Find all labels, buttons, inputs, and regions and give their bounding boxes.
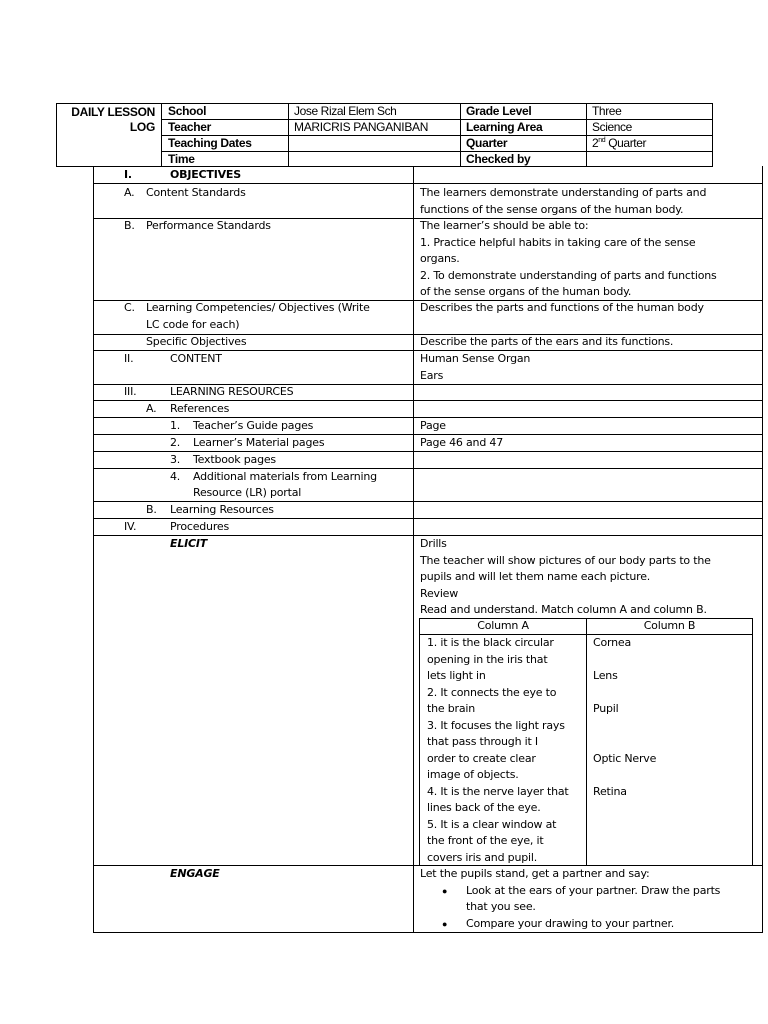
engage-label: ENGAGE [170,867,220,880]
col-a-line8: order to create clear [427,751,536,765]
quarter-label: Quarter [466,136,508,150]
ref-item-3-num: 3. [170,453,181,466]
col-b-item-2: Lens [593,669,618,682]
col-a-line1: 1. it is the black circular [427,636,554,649]
performance-line5: of the sense organs of the human body. [420,285,632,298]
teacher-label: Teacher [168,120,212,134]
learning-area-label: Learning Area [466,120,543,134]
grade-level-value: Three [592,104,622,118]
ref-item-1-label: Teacher’s Guide pages [193,419,314,432]
bullet-icon: ● [442,885,448,896]
column-a-header: Column A [477,619,529,632]
ref-item-2-label: Learner’s Material pages [193,436,325,449]
objectives-label: OBJECTIVES [170,168,241,181]
ref-item-4-num: 4. [170,469,181,483]
quarter-value [592,136,646,151]
checked-by-label: Checked by [466,152,531,166]
content-standards-line1: The learners demonstrate understanding of parts and [420,186,707,199]
procedures-label: Procedures [170,520,229,533]
performance-line1: The learner’s should be able to: [420,219,589,232]
col-a-line14: covers iris and pupil. [427,850,538,864]
dll-title-line1: DAILY LESSON [71,105,155,119]
competencies-label-line2: LC code for each) [146,317,240,331]
engage-bullet-1-line2: that you see. [466,900,536,913]
col-b-item-3: Pupil [593,702,619,715]
content-line2: Ears [420,368,444,382]
content-label: CONTENT [170,352,222,365]
ref-item-1-num: 1. [170,419,181,432]
col-a-line12: 5. It is a clear window at [427,817,557,831]
ref-item-4-label-line2: Resource (LR) portal [193,486,302,499]
quarter-word: Quarter [605,136,647,150]
ref-item-2-num: 2. [170,436,181,449]
col-a-line6: 3. It focuses the light rays [427,718,565,732]
content-num: II. [124,352,134,365]
performance-standards-label: Performance Standards [146,219,271,232]
competencies-label-line1: Learning Competencies/ Objectives (Write [146,301,370,314]
col-a-line2: opening in the iris that [427,652,548,666]
quarter-number: 2 [592,136,599,150]
ref-item-4-label-line1: Additional materials from Learning [193,469,377,483]
ref-item-3-label: Textbook pages [193,453,276,466]
elicit-line4: Review [420,586,459,600]
learning-resources-label: Learning Resources [170,503,274,516]
learning-area-value: Science [592,120,632,134]
engage-bullet-2-line1: Compare your drawing to your partner. [466,916,675,930]
resources-label: LEARNING RESOURCES [170,385,294,398]
specific-objectives-value: Describe the parts of the ears and its functions. [420,335,674,348]
col-b-item-1: Cornea [593,636,632,649]
resources-num: III. [124,385,137,398]
col-a-line3: lets light in [427,669,486,682]
grade-level-label: Grade Level [466,104,532,118]
elicit-line2: The teacher will show pictures of our body parts to the [420,553,711,567]
column-b-header: Column B [643,619,696,632]
performance-standards-num: B. [124,219,135,232]
content-line1: Human Sense Organ [420,352,531,365]
dll-title-line2: LOG [129,120,155,134]
teaching-dates-label: Teaching Dates [168,136,252,150]
competencies-value: Describes the parts and functions of the human body [420,301,704,314]
performance-line3: organs. [420,252,460,265]
time-label: Time [168,152,195,166]
elicit-line1: Drills [420,537,447,550]
col-a-line10: 4. It is the nerve layer that [427,784,569,798]
bullet-icon: ● [442,918,448,929]
col-a-line9: image of objects. [427,768,519,781]
school-label: School [168,104,207,118]
ref-item-1-value: Page [420,419,446,432]
objectives-num: I. [124,168,132,181]
col-a-line4: 2. It connects the eye to [427,685,557,699]
learning-resources-num: B. [146,503,157,516]
engage-bullet-1-line1: Look at the ears of your partner. Draw the parts [466,883,721,897]
col-a-line11: lines back of the eye. [427,801,541,814]
elicit-line3: pupils and will let them name each picture. [420,570,651,583]
elicit-line5: Read and understand. Match column A and column B. [420,603,707,616]
engage-intro: Let the pupils stand, get a partner and say: [420,867,650,880]
teacher-value: MARICRIS PANGANIBAN [294,120,429,134]
content-standards-label: Content Standards [146,186,246,199]
col-a-line13: the front of the eye, it [427,834,544,847]
references-num: A. [146,402,157,415]
procedures-num: IV. [124,520,137,533]
performance-line4: 2. To demonstrate understanding of parts and functions [420,268,717,282]
performance-line2: 1. Practice helpful habits in taking care of the sense [420,235,696,249]
dll-title [60,105,155,135]
col-b-item-5: Retina [593,784,627,798]
elicit-label: ELICIT [170,537,208,550]
quarter-suffix: nd [598,137,606,144]
specific-objectives-label: Specific Objectives [146,335,247,348]
col-a-line7: that pass through it I [427,735,538,748]
content-standards-line2: functions of the sense organs of the human body. [420,202,684,216]
references-label: References [170,402,230,415]
school-value: Jose Rizal Elem Sch [294,104,397,118]
content-standards-num: A. [124,186,135,199]
competencies-num: C. [124,301,135,314]
ref-item-2-value: Page 46 and 47 [420,436,504,449]
col-a-line5: the brain [427,702,476,715]
col-b-item-4: Optic Nerve [593,751,657,765]
